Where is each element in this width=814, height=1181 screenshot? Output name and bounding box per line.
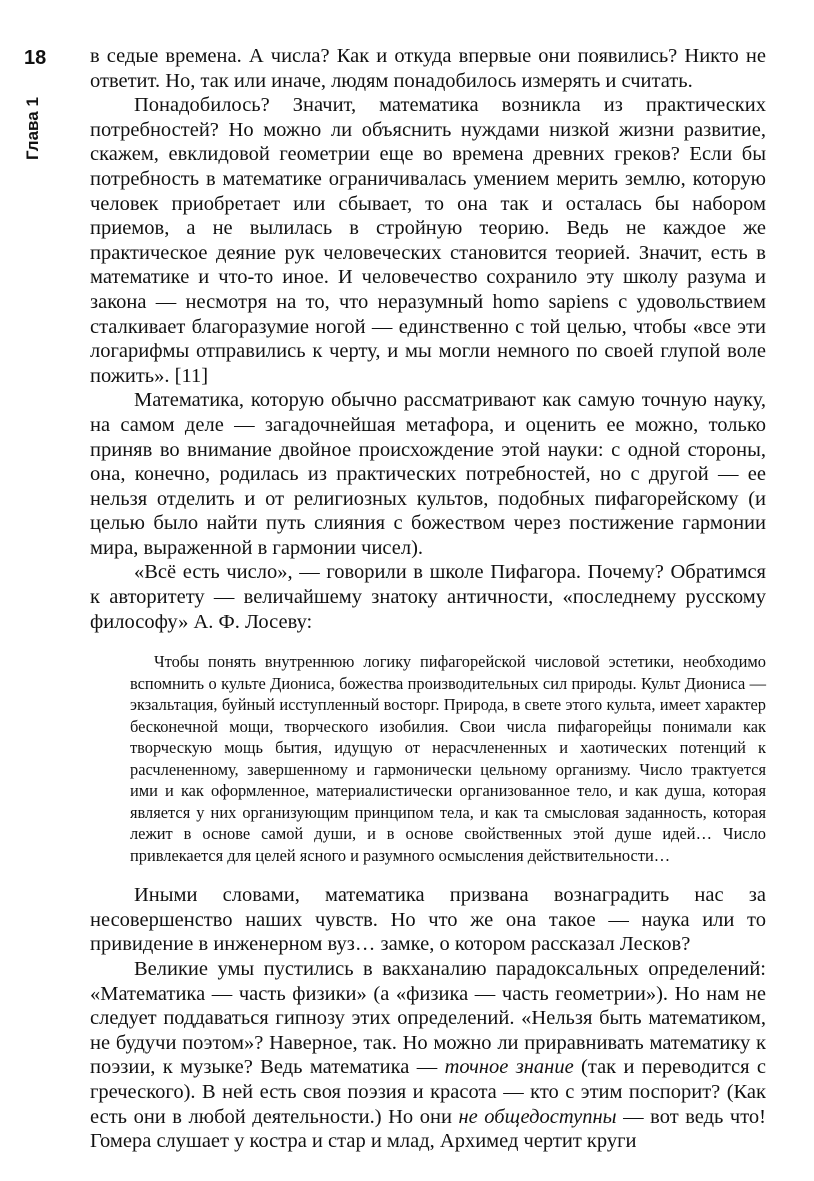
paragraph-2: Понадобилось? Значит, математика возникла из практических потребностей? Но можно ли объяснить нуждами низкой жизни развитие, скажем, евклидовой геометрии еще во времена древних греков? Если бы потребность в математике ограничивалась умением мерить землю, которую человек приобретает или сбывает, то она так и осталась бы набором приемов, а не вылилась в стройную теорию. Ведь не каждое же практическое деяние рук человеческих становится теорией. Значит, есть в математике и что-то иное. И человечество сохранило эту школу разума и закона — несмотря на то, что неразумный homo sapiens с удовольствием сталкивает благоразумие ногой — единственно с той целью, чтобы «все эти логарифмы отправились к черту, и мы могли немного по своей глупой воле пожить». [11]: [90, 94, 766, 387]
quote-text: Чтобы понять внутреннюю логику пифагорейской числовой эстетики, необходимо вспомнить о культе Диониса, божества производительных сил природы. Культ Диониса — экзальтация, буйный исступленный восторг. Природа, в свете этого культа, имеет характер бесконечной мощи, творческого изобилия. Свои числа пифагорейцы понимали как творческую мощь бытия, идущую от нерасчлененных и хаотических потенций к расчлененному, завершенному и гармонически цельному организму. Число трактуется ими и как оформленное, материалистически организованное тело, и как душа, которая является у них организующим принципом тела, и как та смысловая заданность, которая лежит в основе самой души, и в основе свойственных этой душе идей… Число привлекается для целей ясного и разумного осмысления действительности…: [130, 652, 766, 865]
paragraph-1: в седые времена. А числа? Как и откуда впервые они появились? Никто не ответит. Но, так или иначе, людям понадобилось измерять и считать.: [90, 45, 766, 92]
page-number: 18: [24, 47, 47, 69]
paragraph-5: Иными словами, математика призвана вознаградить нас за несовершенство наших чувств. Но что же она такое — наука или то привидение в инженерном вуз… замке, о котором рассказал Лесков?: [90, 884, 766, 956]
text-column: [90, 44, 766, 1154]
paragraph-4: «Всё есть число», — говорили в школе Пифагора. Почему? Обратимся к авторитету — величайшему знатоку античности, «последнему русскому философу» А. Ф. Лосеву:: [90, 561, 766, 633]
emphasis-exact-knowledge: точное знание: [444, 1056, 574, 1079]
paragraph-3: Математика, которую обычно рассматривают как самую точную науку, на самом деле — загадочнейшая метафора, и оценить ее можно, только приняв во внимание двойное происхождение этой науки: с одной стороны, она, конечно, родилась из практических потребностей, но с другой — ее нельзя отделить и от религиозных культов, подобных пифагорейскому (и целью было найти путь слияния с божеством через постижение гармонии мира, выраженной в гармонии чисел).: [90, 389, 766, 559]
emphasis-not-accessible: не общедоступны: [458, 1105, 617, 1128]
block-quote: [90, 651, 766, 866]
paragraph-6-part-1: Великие умы пустились в вакханалию парадоксальных определений: «Математика — часть физики» (а «физика — часть геометрии»). Но нам не следует поддаваться гипнозу этих определений. «Нельзя быть математиком, не будучи поэтом»? Наверное, так. Но можно ли приравнивать математику к поэзии, к музыке? Ведь математика —: [90, 958, 766, 1079]
paragraph-6-part-3: — вот ведь что! Гомера слушает у костра и стар и млад, Архимед чертит круги: [90, 1105, 766, 1153]
chapter-label: Глава 1: [23, 97, 42, 160]
paragraph-6: [90, 957, 766, 1154]
paragraph-6-part-2: (так и переводится с греческого). В ней есть своя поэзия и красота — кто с этим поспорит? (Как есть они в любой деятельности.) Но они: [90, 1056, 767, 1128]
